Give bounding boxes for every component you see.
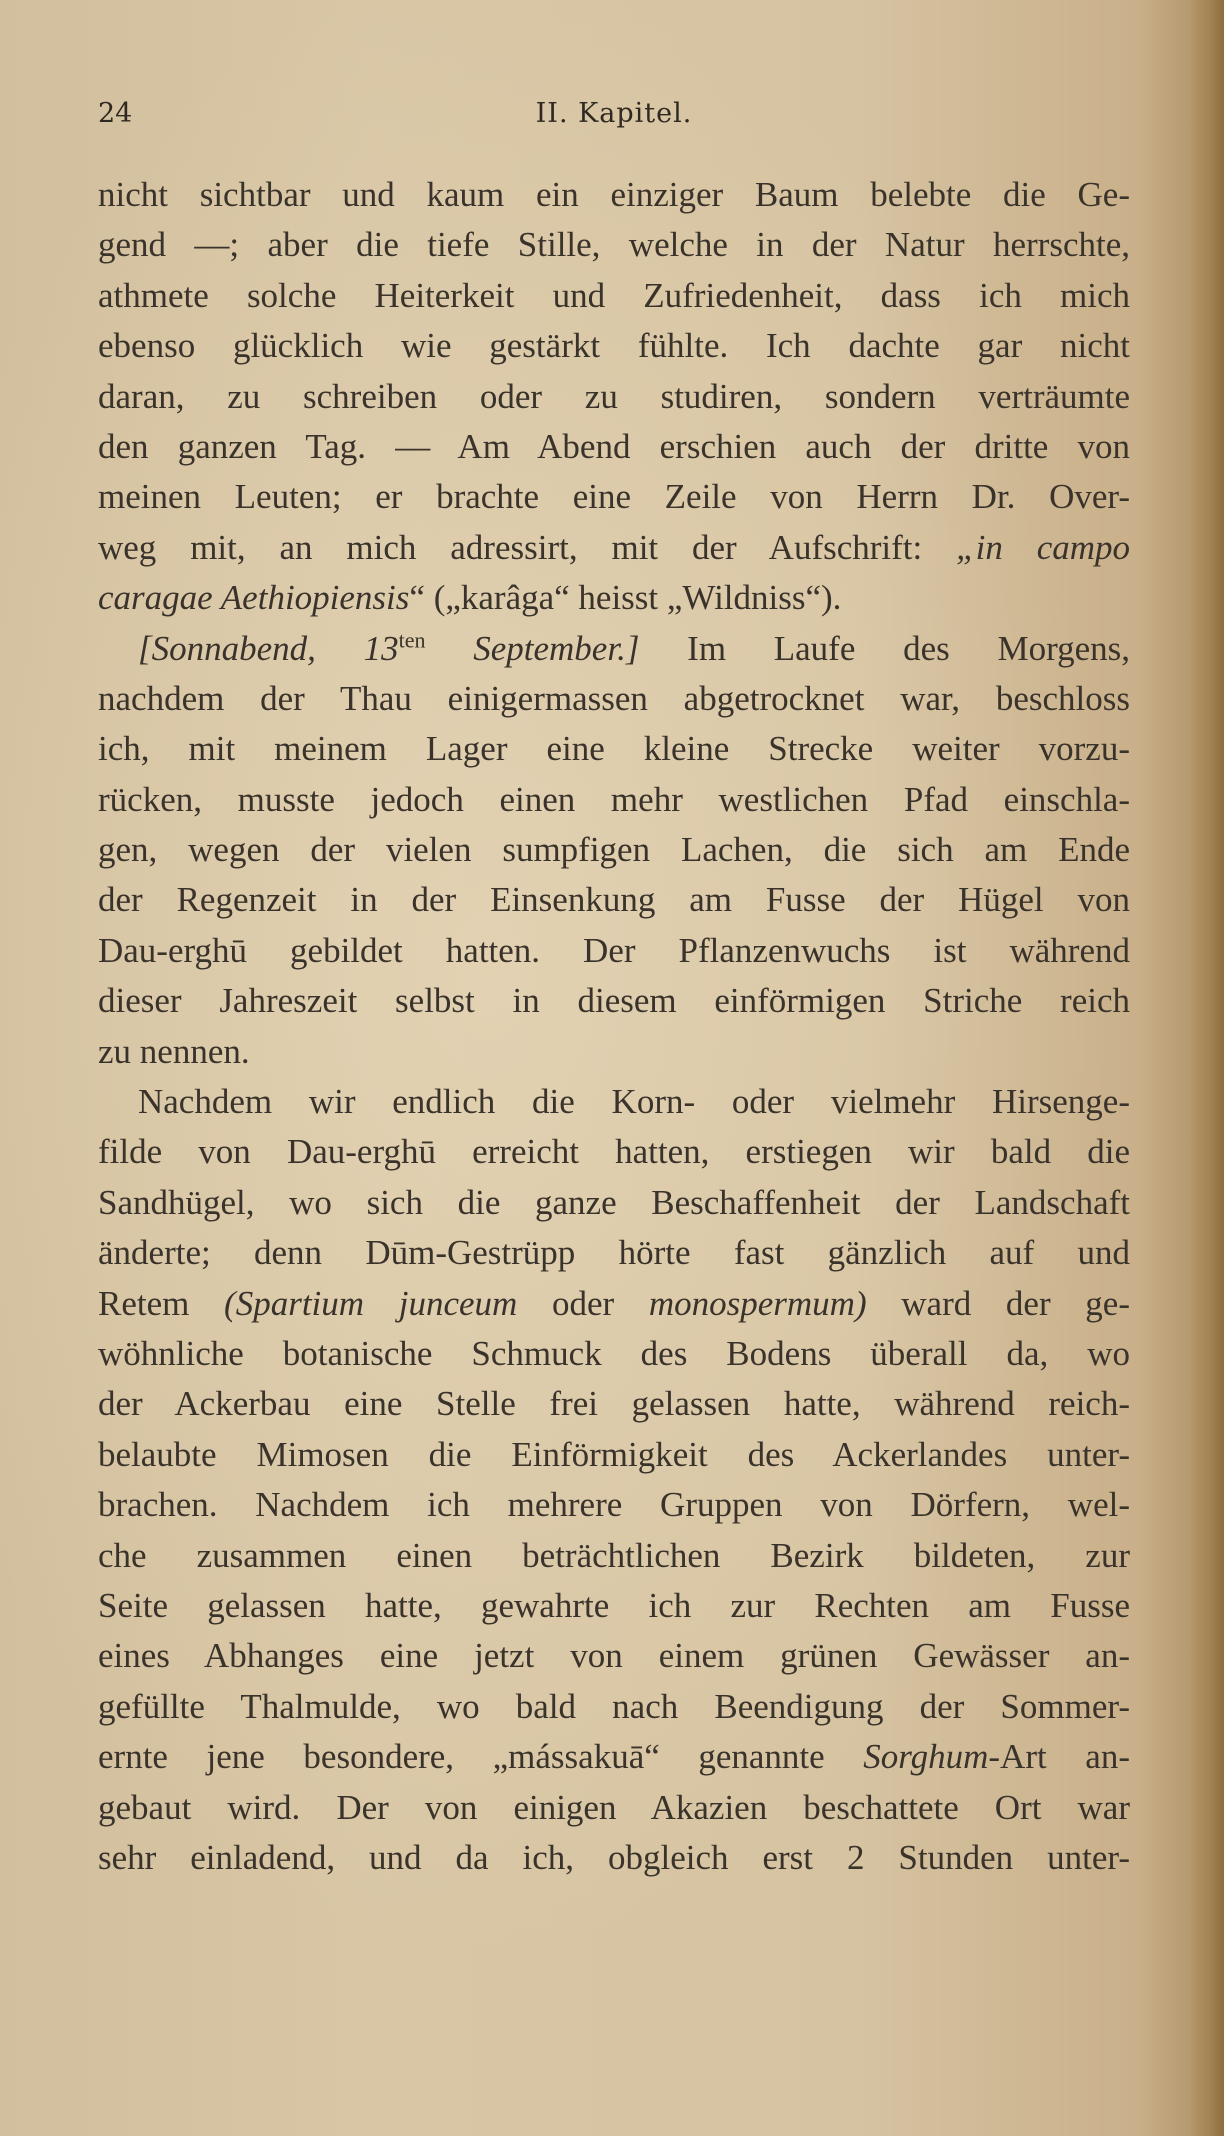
italic-text: monospermum) (648, 1283, 867, 1323)
page-header (98, 98, 1130, 138)
text-line: den ganzen Tag. — Am Abend erschien auch der dritte von (98, 426, 1130, 466)
text-line: athmete solche Heiterkeit und Zufriedenheit, dass ich mich (98, 275, 1130, 315)
italic-text: caragae Aethiopiensis (98, 578, 410, 618)
text-line: che zusammen einen beträchtlichen Bezirk bildeten, zur (98, 1535, 1130, 1575)
text-segment: Retem (98, 1283, 225, 1323)
text-line: Sandhügel, wo sich die ganze Beschaffenheit der Landschaft (98, 1182, 1130, 1222)
text-line: zu nennen. (98, 1031, 250, 1071)
body-text (98, 170, 1130, 1883)
italic-text: [Sonnabend, 13 (138, 628, 399, 668)
italic-text: September.] (425, 628, 640, 668)
text-line: gebaut wird. Der von einigen Akazien beschattete Ort war (98, 1787, 1130, 1827)
italic-text: Sorghum (863, 1737, 989, 1777)
text-line: belaubte Mimosen die Einförmigkeit des Ackerlandes unter- (98, 1434, 1130, 1474)
text-segment: ernte jene besondere, „mássakuā“ genannte (98, 1737, 864, 1777)
text-line: gend —; aber die tiefe Stille, welche in der Natur herrschte, (98, 225, 1130, 265)
text-line (98, 573, 1130, 623)
text-line: nicht sichtbar und kaum ein einziger Baum belebte die Ge- (98, 175, 1130, 214)
text-line: gen, wegen der vielen sumpfigen Lachen, die sich am Ende (98, 830, 1130, 870)
text-line: meinen Leuten; er brachte eine Zeile von Herrn Dr. Over- (98, 477, 1130, 517)
text-line: nachdem der Thau einigermassen abgetrocknet war, beschloss (98, 678, 1130, 718)
text-line: brachen. Nachdem ich mehrere Gruppen von Dörfern, wel- (98, 1485, 1130, 1525)
text-line: änderte; denn Dūm-Gestrüpp hörte fast gänzlich auf und (98, 1233, 1130, 1273)
text-segment: -Art an- (988, 1737, 1130, 1777)
text-segment: Im Laufe des Morgens, (639, 628, 1131, 668)
text-segment: ward der ge- (866, 1283, 1130, 1323)
text-line: eines Abhanges eine jetzt von einem grünen Gewässer an- (98, 1636, 1130, 1676)
text-line: filde von Dau-erghū erreicht hatten, erstiegen wir bald die (98, 1132, 1130, 1172)
text-line: dieser Jahreszeit selbst in diesem einförmigen Striche reich (98, 981, 1130, 1021)
text-line: Seite gelassen hatte, gewahrte ich zur Rechten am Fusse (98, 1585, 1130, 1625)
text-segment: weg mit, an mich adressirt, mit der Aufschrift: (98, 527, 957, 567)
text-line: rücken, musste jedoch einen mehr westlichen Pfad einschla- (98, 779, 1130, 819)
text-line: der Regenzeit in der Einsenkung am Fusse der Hügel von (98, 880, 1130, 920)
running-head: II. Kapitel. (535, 98, 693, 129)
text-segment: “ („karâga“ heisst „Wildniss“). (409, 578, 842, 618)
page-edge-shadow (1190, 0, 1224, 2136)
text-line: ebenso glücklich wie gestärkt fühlte. Ich dachte gar nicht (98, 326, 1130, 366)
superscript-text: ten (398, 626, 426, 652)
text-line: sehr einladend, und da ich, obgleich erst 2 Stunden unter- (98, 1837, 1130, 1877)
text-segment: oder (517, 1283, 649, 1323)
text-line: Dau-erghū gebildet hatten. Der Pflanzenwuchs ist während (98, 930, 1130, 970)
text-line: wöhnliche botanische Schmuck des Bodens überall da, wo (98, 1333, 1130, 1373)
italic-text: „in campo (956, 527, 1131, 567)
text-line (98, 1279, 1130, 1329)
text-line (98, 523, 1130, 573)
page-number: 24 (98, 98, 133, 129)
text-line: gefüllte Thalmulde, wo bald nach Beendigung der Sommer- (98, 1686, 1130, 1726)
text-line: der Ackerbau eine Stelle frei gelassen hatte, während reich- (98, 1384, 1130, 1424)
text-line (98, 1732, 1130, 1782)
text-line (98, 624, 1130, 674)
italic-text: (Spartium junceum (224, 1283, 518, 1323)
text-line: daran, zu schreiben oder zu studiren, sondern verträumte (98, 376, 1130, 416)
text-line: ich, mit meinem Lager eine kleine Strecke weiter vorzu- (98, 729, 1130, 769)
text-line: Nachdem wir endlich die Korn- oder vielmehr Hirsenge- (138, 1082, 1130, 1122)
